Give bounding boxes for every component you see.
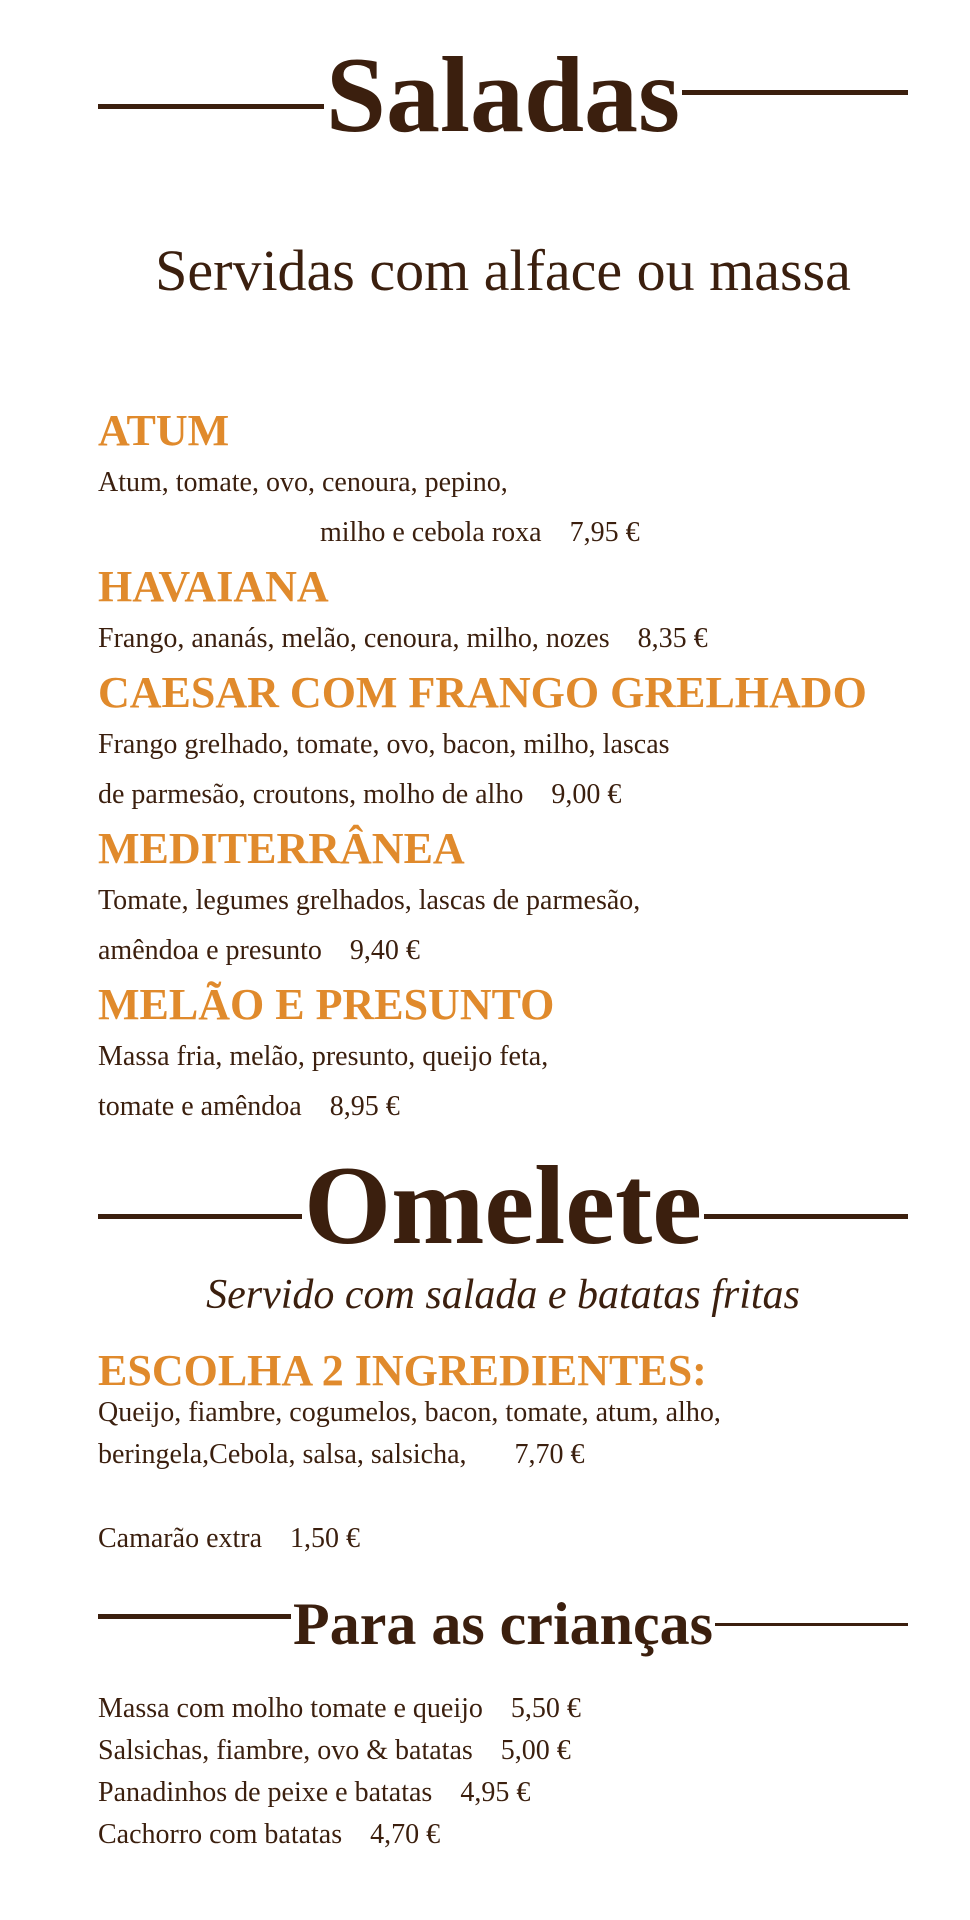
kids-item-name: Massa com molho tomate e queijo — [98, 1693, 483, 1724]
kids-item-price: 5,50 € — [510, 1693, 581, 1724]
kids-item-price: 4,70 € — [370, 1819, 441, 1850]
omelete-choice-title: ESCOLHA 2 INGREDIENTES: — [98, 1346, 707, 1395]
salad-mediterranea-desc-line2 — [98, 934, 420, 968]
salad-atum-desc-text: milho e cebola roxa — [320, 517, 542, 548]
saladas-subtitle: Servidas com alface ou massa — [155, 238, 851, 303]
heading-rule-left — [98, 104, 324, 109]
salad-mediterranea-desc-text: amêndoa e presunto — [98, 935, 322, 966]
heading-rule-left — [98, 1614, 291, 1619]
omelete-choice-line1: Queijo, fiambre, cogumelos, bacon, tomate, atum, alho, — [98, 1397, 721, 1428]
salad-atum-price: 7,95 € — [569, 517, 640, 548]
salad-melao-title: MELÃO E PRESUNTO — [98, 980, 555, 1029]
heading-rule-left — [98, 1214, 302, 1219]
salad-atum-desc-line1: Atum, tomate, ovo, cenoura, pepino, — [98, 467, 508, 498]
kids-item — [98, 1692, 581, 1726]
salad-havaiana-desc-text: Frango, ananás, melão, cenoura, milho, nozes — [98, 623, 610, 654]
salad-melao-desc-text: tomate e amêndoa — [98, 1091, 302, 1122]
omelete-extra — [98, 1522, 360, 1556]
heading-rule-right — [715, 1623, 908, 1626]
salad-atum-desc-line2 — [320, 516, 640, 550]
saladas-title: Saladas — [325, 36, 681, 155]
omelete-extra-price: 1,50 € — [290, 1523, 361, 1554]
salad-havaiana-price: 8,35 € — [637, 623, 708, 654]
criancas-heading — [98, 1588, 908, 1660]
kids-item-price: 4,95 € — [460, 1777, 531, 1808]
salad-melao-desc-line2 — [98, 1090, 400, 1124]
kids-item-name: Panadinhos de peixe e batatas — [98, 1777, 433, 1808]
kids-item-price: 5,00 € — [500, 1735, 571, 1766]
salad-havaiana-desc — [98, 622, 708, 656]
salad-caesar-desc-line2 — [98, 778, 621, 812]
omelete-heading — [98, 1144, 908, 1268]
omelete-choice-line2 — [98, 1438, 585, 1472]
salad-atum-title: ATUM — [98, 406, 230, 455]
kids-item — [98, 1818, 440, 1852]
salad-melao-desc-line1: Massa fria, melão, presunto, queijo feta, — [98, 1041, 549, 1072]
kids-item — [98, 1734, 571, 1768]
salad-caesar-desc-text: de parmesão, croutons, molho de alho — [98, 779, 524, 810]
salad-mediterranea-title: MEDITERRÂNEA — [98, 824, 465, 873]
salad-mediterranea-desc-line1: Tomate, legumes grelhados, lascas de parmesão, — [98, 885, 641, 916]
salad-caesar-price: 9,00 € — [551, 779, 622, 810]
salad-mediterranea-price: 9,40 € — [349, 935, 420, 966]
omelete-subtitle: Servido com salada e batatas fritas — [206, 1272, 800, 1318]
omelete-choice-text: beringela,Cebola, salsa, salsicha, — [98, 1439, 467, 1470]
kids-item — [98, 1776, 530, 1810]
omelete-title: Omelete — [304, 1144, 702, 1268]
omelete-choice-price: 7,70 € — [514, 1439, 585, 1470]
salad-caesar-desc-line1: Frango grelhado, tomate, ovo, bacon, milho, lascas — [98, 729, 670, 760]
saladas-heading — [98, 36, 908, 155]
salad-havaiana-title: HAVAIANA — [98, 562, 329, 611]
kids-item-name: Salsichas, fiambre, ovo & batatas — [98, 1735, 473, 1766]
salad-melao-price: 8,95 € — [329, 1091, 400, 1122]
criancas-title: Para as crianças — [293, 1591, 713, 1657]
salad-caesar-title: CAESAR COM FRANGO GRELHADO — [98, 668, 867, 717]
kids-item-name: Cachorro com batatas — [98, 1819, 343, 1850]
heading-rule-right — [682, 90, 908, 95]
heading-rule-right — [704, 1214, 908, 1219]
omelete-extra-label: Camarão extra — [98, 1523, 263, 1554]
